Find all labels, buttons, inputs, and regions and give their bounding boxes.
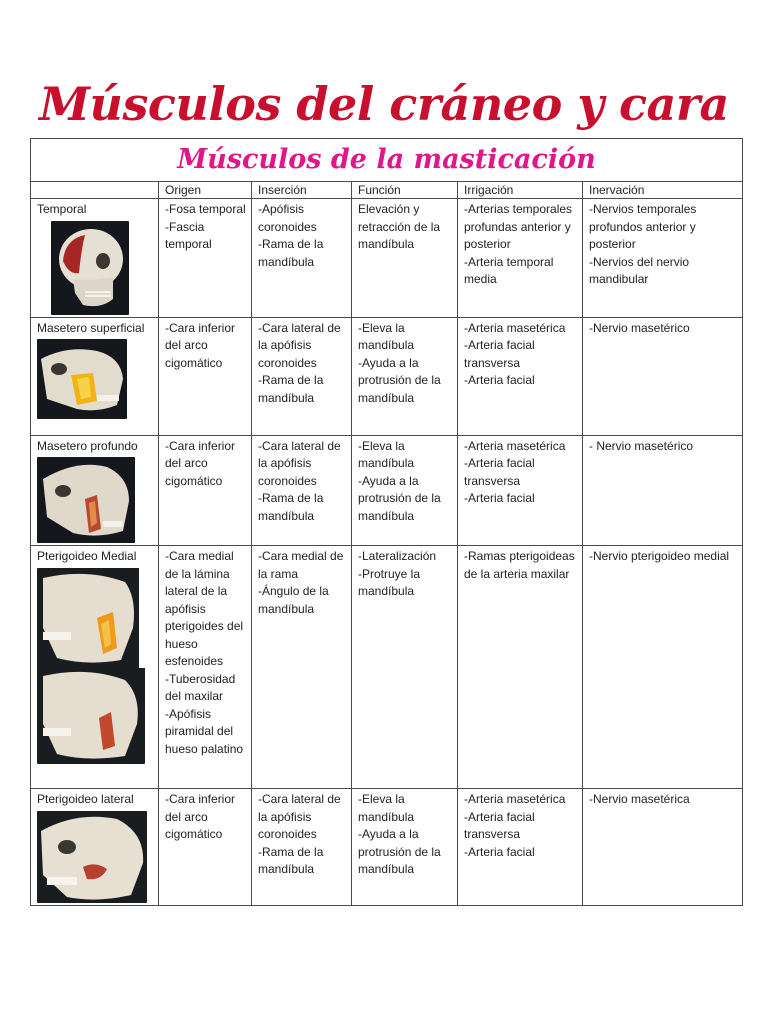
skull-temporal-muscle-image	[51, 221, 129, 315]
table-row	[31, 789, 743, 906]
muscle-cell	[31, 435, 159, 546]
irrigacion-cell: -Arterias temporales profundas anterior y posterior -Arteria temporal media	[458, 199, 583, 318]
skull-masseter-deep-image	[37, 457, 135, 543]
irrigacion-cell: -Arteria masetérica -Arteria facial transversa -Arteria facial	[458, 435, 583, 546]
table-row	[31, 435, 743, 546]
column-header-inervacion: Inervación	[583, 182, 743, 199]
muscle-cell	[31, 546, 159, 789]
muscle-cell	[31, 199, 159, 318]
column-header-origen: Origen	[159, 182, 252, 199]
column-header-funcion: Función	[352, 182, 458, 199]
page-title: Músculos del cráneo y cara	[39, 76, 729, 131]
column-header-irrigacion: Irrigación	[458, 182, 583, 199]
inervacion-cell: -Nervio pterigoideo medial	[583, 546, 743, 789]
table-row	[31, 199, 743, 318]
muscle-name: Masetero superficial	[37, 320, 145, 335]
muscle-name: Temporal	[37, 202, 87, 216]
muscles-table	[30, 138, 743, 906]
table-row	[31, 317, 743, 435]
funcion-cell: -Lateralización -Protruye la mandíbula	[352, 546, 458, 789]
insercion-cell: -Cara medial de la rama -Ángulo de la mandíbula	[252, 546, 352, 789]
funcion-cell: -Eleva la mandíbula -Ayuda a la protrusión de la mandíbula	[352, 435, 458, 546]
muscle-name: Masetero profundo	[37, 438, 138, 453]
table-row	[31, 546, 743, 789]
column-header-row	[31, 182, 743, 199]
origen-cell: -Fosa temporal -Fascia temporal	[159, 199, 252, 318]
inervacion-cell: - Nervio masetérico	[583, 435, 743, 546]
origen-cell: -Cara inferior del arco cigomático	[159, 317, 252, 435]
origen-cell: -Cara medial de la lámina lateral de la apófisis pterigoides del hueso esfenoides -Tuberosidad del maxilar -Apófisis piramidal del hueso palatino	[159, 546, 252, 789]
irrigacion-cell: -Arteria masetérica -Arteria facial transversa -Arteria facial	[458, 789, 583, 906]
insercion-cell: -Apófisis coronoides -Rama de la mandíbula	[252, 199, 352, 318]
insercion-cell: -Cara lateral de la apófisis coronoides -Rama de la mandíbula	[252, 317, 352, 435]
column-header-insercion: Inserción	[252, 182, 352, 199]
muscle-cell	[31, 789, 159, 906]
insercion-cell: -Cara lateral de la apófisis coronoides -Rama de la mandíbula	[252, 789, 352, 906]
column-header-muscle	[31, 182, 159, 199]
skull-pterygoid-medial-image	[37, 568, 145, 764]
irrigacion-cell: -Arteria masetérica -Arteria facial transversa -Arteria facial	[458, 317, 583, 435]
funcion-cell: -Eleva la mandíbula -Ayuda a la protrusión de la mandíbula	[352, 789, 458, 906]
muscle-cell	[31, 317, 159, 435]
origen-cell: -Cara inferior del arco cigomático	[159, 435, 252, 546]
funcion-cell: -Eleva la mandíbula -Ayuda a la protrusión de la mandíbula	[352, 317, 458, 435]
insercion-cell: -Cara lateral de la apófisis coronoides -Rama de la mandíbula	[252, 435, 352, 546]
muscle-name: Pterigoideo lateral	[37, 792, 134, 806]
inervacion-cell: -Nervios temporales profundos anterior y posterior -Nervios del nervio mandibular	[583, 199, 743, 318]
skull-masseter-superficial-image	[37, 339, 127, 419]
muscle-name: Pterigoideo Medial	[37, 549, 137, 563]
section-title: Músculos de la masticación	[31, 139, 743, 182]
irrigacion-cell: -Ramas pterigoideas de la arteria maxilar	[458, 546, 583, 789]
funcion-cell: Elevación y retracción de la mandíbula	[352, 199, 458, 318]
origen-cell: -Cara inferior del arco cigomático	[159, 789, 252, 906]
inervacion-cell: -Nervio masetérica	[583, 789, 743, 906]
inervacion-cell: -Nervio masetérico	[583, 317, 743, 435]
skull-pterygoid-lateral-image	[37, 811, 147, 903]
